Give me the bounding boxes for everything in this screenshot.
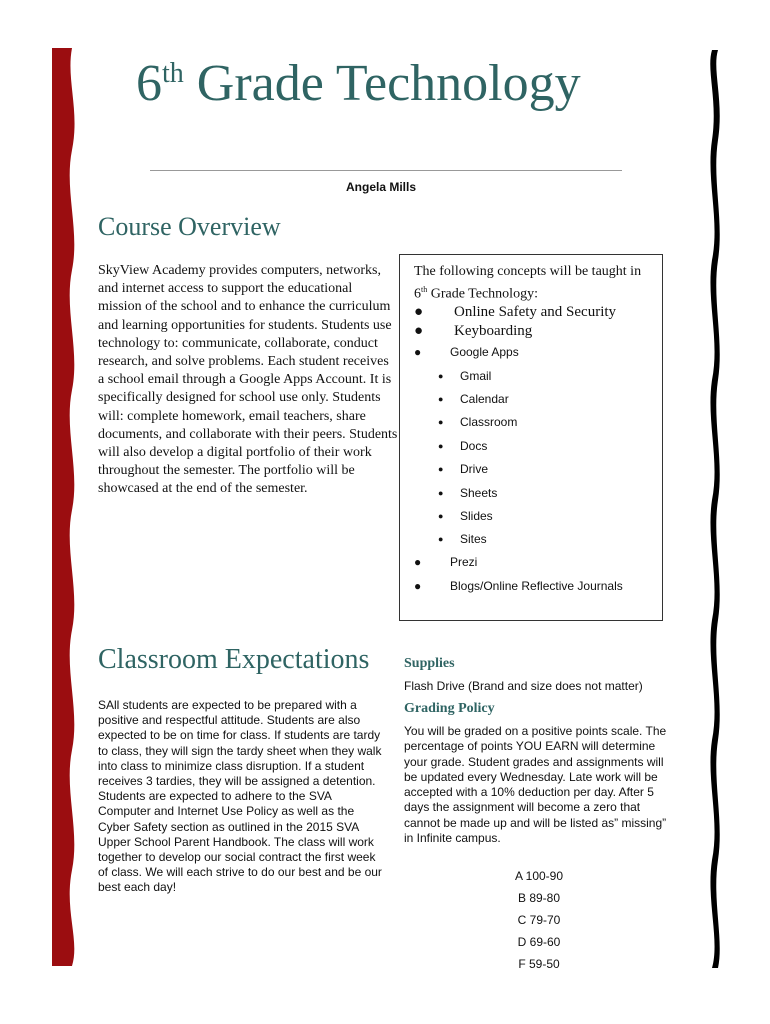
grade-scale-item: A 100-90 (514, 869, 564, 883)
grade-scale-item: F 59-50 (518, 957, 560, 971)
bullet-icon: ● (438, 488, 444, 498)
grade-scale-item: C 79-70 (517, 913, 561, 927)
bullet-icon: ● (438, 464, 444, 474)
grade-scale-item: B 89-80 (517, 891, 561, 905)
supplies-text: Flash Drive (Brand and size does not matter) (404, 679, 643, 693)
title-divider (150, 170, 622, 171)
bullet-icon: ● (438, 371, 444, 381)
course-overview-heading: Course Overview (98, 212, 281, 241)
grade-scale (494, 868, 584, 978)
classroom-expectations-text: SAll students are expected to be prepared with a positive and respectful attitude. Students are also expected to be on time for class. If students are tardy to class, they will sign the tardy sheet when they walk into class to minimize class disruption. If a student receives 3 tardies, they will be assigned a detention. Students are expected to adhere to the SVA Computer and Internet Use Policy as well as the Cyber Safety section as outlined in the 2015 SVA Upper School Parent Handbook. The class will work together to develop our social contract the first week of class. We will each strive to do our best and be our best each day! (98, 698, 382, 895)
bullet-icon: ● (438, 394, 444, 404)
bullet-icon: ● (438, 417, 444, 427)
supplies-heading: Supplies (404, 656, 455, 671)
grading-policy-text: You will be graded on a positive points scale. The percentage of points YOU EARN will determine your grade. Student grades and assignments will be updated every Wednesday. Late work will be accepted with a 10% deduction per day. After 5 days the assignment will become a zero that cannot be made up and will be listed as” missing” in Infinite campus. (404, 724, 667, 846)
bullet-icon: ● (438, 511, 444, 521)
left-red-border (0, 0, 90, 1024)
bullet-icon: ● (438, 441, 444, 451)
page-title: 6th Grade Technology (136, 55, 581, 112)
bullet-icon: ● (438, 534, 444, 544)
bullet-icon: ● (414, 345, 422, 359)
bullet-icon: ● (414, 579, 422, 593)
author-name: Angela Mills (346, 180, 417, 194)
course-overview-text: SkyView Academy provides computers, networks, and internet access to support the educational mission of the school and to enhance the curriculum and learning opportunities for students. Students use technology to: communicate, collaborate, conduct research, and solve problems. Each student receives a school email through a Google Apps Account. It is specifically designed for school use only. Students will: complete homework, email teachers, share documents, and collaborate with their peers. Students will also develop a digital portfolio of their work throughout the semester. The portfolio will be showcased at the end of the semester. (98, 263, 398, 497)
classroom-expectations-heading: Classroom Expectations (98, 644, 370, 675)
grade-scale-item: D 69-60 (517, 935, 561, 949)
right-black-border (696, 0, 736, 1024)
bullet-icon: ● (414, 323, 424, 339)
concepts-intro: The following concepts will be taught in 6th Grade Technology: (414, 264, 642, 302)
grading-policy-heading: Grading Policy (404, 701, 495, 716)
bullet-icon: ● (414, 304, 424, 320)
concepts-box: The following concepts will be taught in 6th Grade Technology: ● Online Safety and Security ● Keyboarding ● Google Apps ● Gmail ● Calendar ● Classroom ● Docs ● Drive ● Sheets ● Slides ● Sites ● Prezi ● Blogs/Online Reflective Journals (399, 254, 663, 621)
bullet-icon: ● (414, 555, 422, 569)
